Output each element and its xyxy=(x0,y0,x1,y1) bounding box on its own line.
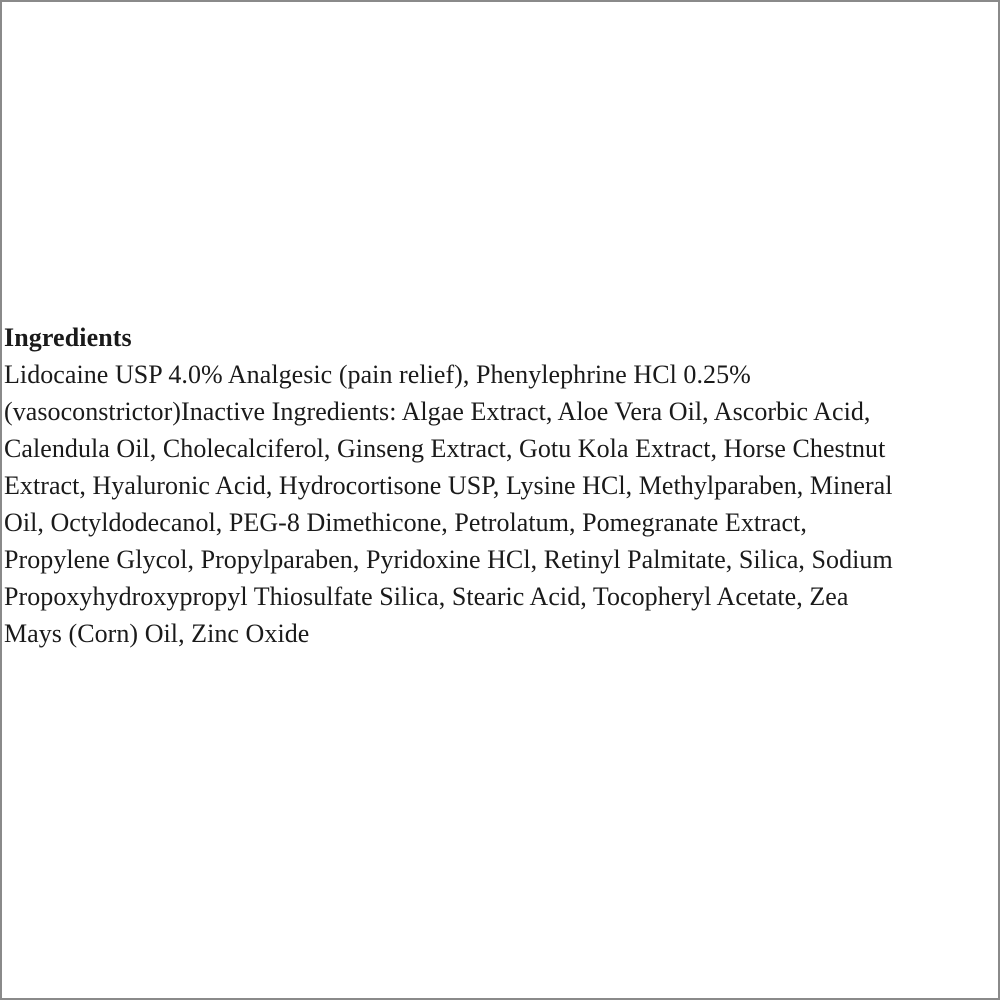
ingredients-section xyxy=(4,320,998,652)
ingredients-line: Calendula Oil, Cholecalciferol, Ginseng Extract, Gotu Kola Extract, Horse Chestnut xyxy=(4,434,886,463)
ingredients-line: Lidocaine USP 4.0% Analgesic (pain relief), Phenylephrine HCl 0.25% xyxy=(4,360,751,389)
ingredients-line: (vasoconstrictor)Inactive Ingredients: Algae Extract, Aloe Vera Oil, Ascorbic Acid, xyxy=(4,397,871,426)
ingredients-line: Mays (Corn) Oil, Zinc Oxide xyxy=(4,619,310,648)
ingredients-line: Propylene Glycol, Propylparaben, Pyridoxine HCl, Retinyl Palmitate, Silica, Sodium xyxy=(4,545,893,574)
ingredients-line: Propoxyhydroxypropyl Thiosulfate Silica, Stearic Acid, Tocopheryl Acetate, Zea xyxy=(4,582,849,611)
ingredients-line: Oil, Octyldodecanol, PEG-8 Dimethicone, Petrolatum, Pomegranate Extract, xyxy=(4,508,807,537)
ingredients-heading: Ingredients xyxy=(4,323,132,352)
ingredients-line: Extract, Hyaluronic Acid, Hydrocortisone USP, Lysine HCl, Methylparaben, Mineral xyxy=(4,471,893,500)
